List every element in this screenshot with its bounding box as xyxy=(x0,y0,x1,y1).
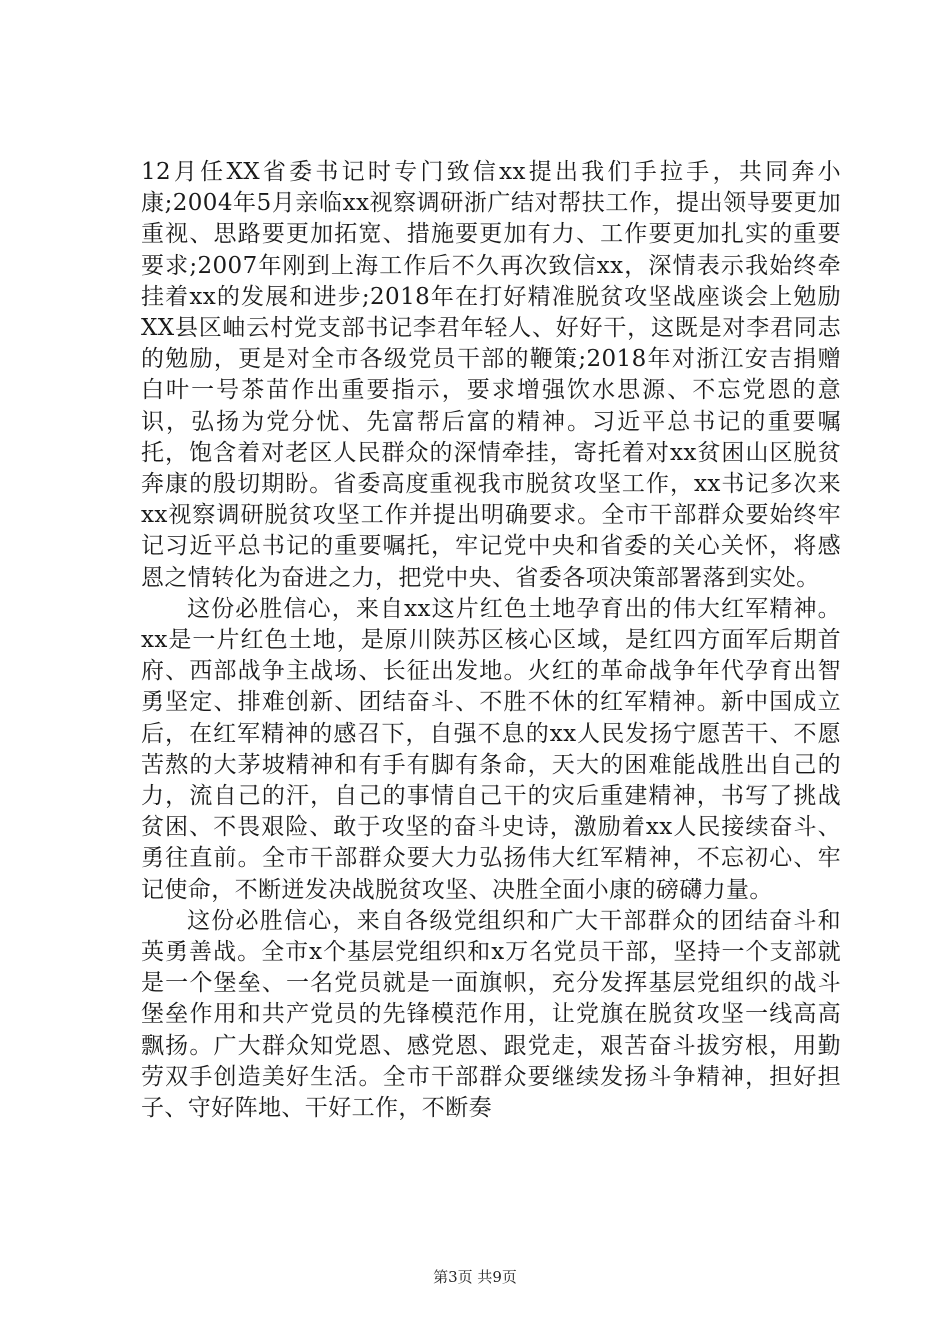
document-body xyxy=(141,157,841,1124)
page-footer xyxy=(0,1266,950,1287)
paragraph-2: 这份必胜信心，来自xx这片红色土地孕育出的伟大红军精神。xx是一片红色土地，是原川陕苏区核心区域，是红四方面军后期首府、西部战争主战场、长征出发地。火红的革命战争年代孕育出智勇坚定、排难创新、团结奋斗、不胜不休的红军精神。新中国成立后，在红军精神的感召下，自强不息的xx人民发扬宁愿苦干、不愿苦熬的大茅坡精神和有手有脚有条命，天大的困难能战胜出自己的力，流自己的汗，自己的事情自己干的灾后重建精神，书写了挑战贫困、不畏艰险、敢于攻坚的奋斗史诗，激励着xx人民接续奋斗、勇往直前。全市干部群众要大力弘扬伟大红军精神，不忘初心、牢记使命，不断迸发决战脱贫攻坚、决胜全面小康的磅礴力量。 xyxy=(141,595,841,903)
paragraph-3: 这份必胜信心，来自各级党组织和广大干部群众的团结奋斗和英勇善战。全市x个基层党组织和x万名党员干部，坚持一个支部就是一个堡垒、一名党员就是一面旗帜，充分发挥基层党组织的战斗堡垒作用和共产党员的先锋模范作用，让党旗在脱贫攻坚一线高高飘扬。广大群众知党恩、感党恩、跟党走，艰苦奋斗拔穷根，用勤劳双手创造美好生活。全市干部群众要继续发扬斗争精神，担好担子、守好阵地、干好工作，不断奏 xyxy=(141,907,841,1122)
page-number: 第3页 共9页 xyxy=(433,1268,517,1286)
paragraph-1: 12月任XX省委书记时专门致信xx提出我们手拉手，共同奔小康;2004年5月亲临xx视察调研浙广结对帮扶工作，提出领导要更加重视、思路要更加拓宽、措施要更加有力、工作要更加扎实的重要要求;2007年刚到上海工作后不久再次致信xx，深情表示我始终牵挂着xx的发展和进步;2018年在打好精准脱贫攻坚战座谈会上勉励XX县区岫云村党支部书记李君年轻人、好好干，这既是对李君同志的勉励，更是对全市各级党员干部的鞭策;2018年对浙江安吉捐赠白叶一号茶苗作出重要指示，要求增强饮水思源、不忘党恩的意识，弘扬为党分忧、先富帮后富的精神。习近平总书记的重要嘱托，饱含着对老区人民群众的深情牵挂，寄托着对xx贫困山区脱贫奔康的殷切期盼。省委高度重视我市脱贫攻坚工作，xx书记多次来xx视察调研脱贫攻坚工作并提出明确要求。全市干部群众要始终牢记习近平总书记的重要嘱托，牢记党中央和省委的关心关怀，将感恩之情转化为奋进之力，把党中央、省委各项决策部署落到实处。 xyxy=(141,159,841,591)
